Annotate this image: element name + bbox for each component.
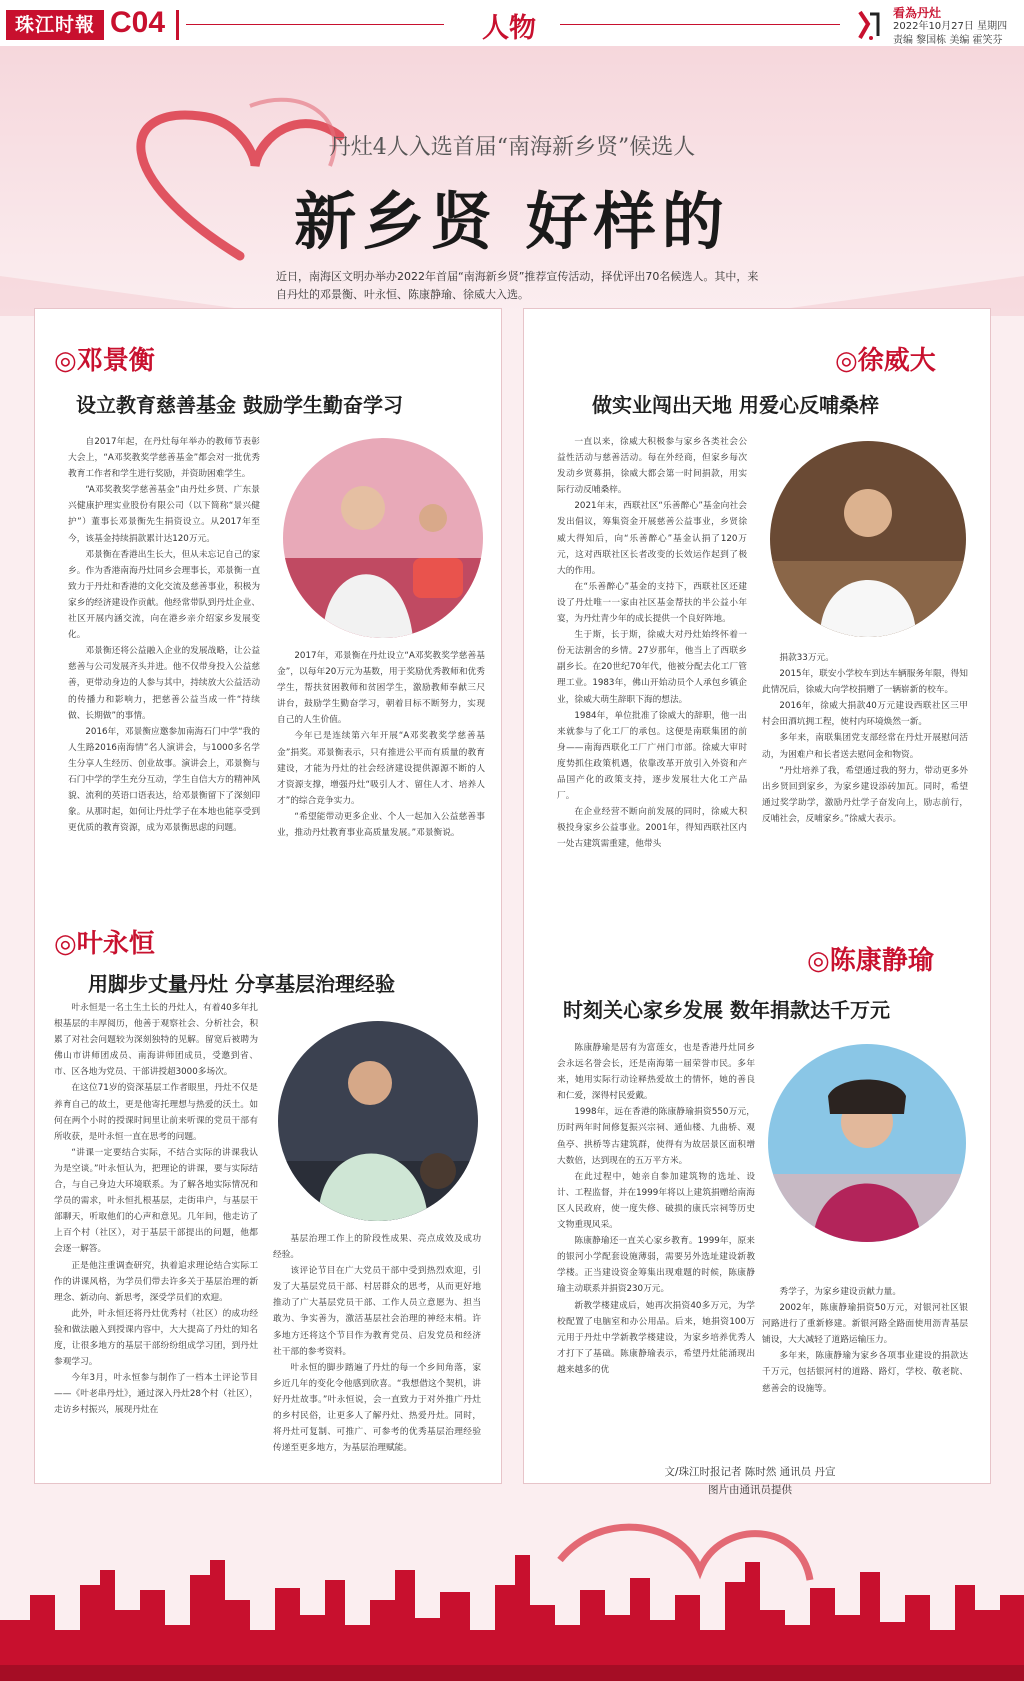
headline-xu: 做实业闯出天地 用爱心反哺桑梓 [592, 393, 879, 417]
article-col2-chen: 秀学子，为家乡建设贡献力量。 2002年，陈康静瑜捐资50万元，对银河社区银河路进行了重新修建。新银河路全路面使用沥青基层铺设，大大减轻了道路运输压力。 多年来，陈康静瑜为家乡各项事业建设的捐款达千万元，包括银河村的道路、路灯，学校、敬老院、慈善会的设施等。 [762, 1287, 968, 1394]
masthead [0, 0, 1024, 46]
byline-writer: 文/珠江时报记者 陈时然 通讯员 丹宣 [664, 1466, 836, 1478]
page-number: C04 [110, 6, 166, 39]
headline-deng: 设立教育慈善基金 鼓励学生勤奋学习 [76, 393, 403, 417]
article-col2-deng: 2017年，邓景衡在丹灶设立“A邓奖教奖学慈善基金”，以每年20万元为基数，用于奖励优秀教师和优秀学生，帮扶贫困教师和贫困学生，激励教师奉献三尺讲台，鼓励学生勤奋学习，朝着目标不断努力，实现自己的人生价值。 今年已是连续第六年开展“A邓奖教奖学慈善基金”捐奖。邓景衡表示，只有推进公平而有质量的教育建设，才能为丹灶的社会经济建设提供源源不断的人才资源支撑，增强丹灶“吸引人才、留住人才、培养人才”的综合竞争实力。 “希望能带动更多企业、个人一起加入公益慈善事业，推动丹灶教育事业高质量发展。”邓景衡说。 [277, 651, 485, 839]
portrait-xu [770, 441, 966, 637]
issue-date: 2022年10月27日 星期四 [893, 21, 1008, 32]
page-subtitle: 丹灶4人入选首届“南海新乡贤”候选人 [328, 135, 696, 160]
divider [186, 24, 444, 25]
editors-credit: 责编 黎国栋 美编 霍笑芬 [893, 35, 1003, 46]
headline-chen: 时刻关心家乡发展 数年捐款达千万元 [563, 998, 890, 1022]
byline [620, 1463, 880, 1499]
divider [560, 24, 840, 25]
divider [176, 10, 179, 40]
person-name-ye: ◎叶永恒 [54, 929, 155, 959]
article-col2-xu: 捐款33万元。 2015年，联安小学校车到达车辆服务年限，得知此情况后，徐威大向学校捐赠了一辆崭新的校车。 2016年，徐威大捐款40万元建设西联社区三甲村会田酒坑拥工程，使村内环境焕然一新。 多年来，南联集团党支部经常在丹灶开展慰问活动，为困难户和长者送去慰问金和物资。 “丹灶培养了我，希望通过我的努力，带动更多外出乡贤回到家乡，为家乡建设添砖加瓦。同时，希望通过奖学助学，激励丹灶学子奋发向上，励志前行，反哺社会，反哺家乡。”徐威大表示。 [762, 653, 968, 824]
article-col1-xu: 一直以来，徐威大积极参与家乡各类社会公益性活动与慈善活动。每在外经商，但家乡每次发动乡贤募捐，徐威大都会第一时间捐款，用实际行动反哺桑梓。 2021年末，西联社区“乐善醉心”基金向社会发出倡议，筹集资金开展慈善公益事业，乡贤徐威大得知后，向“乐善醉心”基金认捐了120万元，这对西联社区长者改变的长效运作起到了极大的作用。 在“乐善醉心”基金的支持下，西联社区还建设了丹灶唯一一家由社区基金帮扶的半公益小年宴，为丹灶青少年的成长提供一个良好阵地。 生于斯，长于斯，徐威大对丹灶始终怀着一份无法割舍的乡情。27岁那年，他当上了西联乡副乡长。在20世纪70年代，他被分配去化工厂管理工业。1983年，佛山开始动员个人承包乡镇企业，徐威大萌生辞职下海的想法。 1984年，单位批准了徐威大的辞职，他一出来就参与了化工厂的承包。这便是南联集团的前身——南海西联化工厂广州门市部。徐威大审时度势抓住政策机遇，依靠改革开放引入外资和产品国产化的政策支持，逐步发展壮大化工产品厂。 在企业经营不断向前发展的同时，徐威大积极投身家乡公益事业。2001年，得知西联社区内一处古建筑需重建，他带头 [557, 437, 747, 850]
portrait-chen [768, 1044, 966, 1242]
brand-name: 看為丹灶 [893, 6, 942, 20]
byline-photo: 图片由通讯员提供 [708, 1484, 792, 1496]
article-col1-chen: 陈康静瑜是居有为富莲女，也是香港丹灶同乡会永远名誉会长，还是南海第一届荣誉市民。多年来，她用实际行动诠释热爱故土的情怀，她的善良和仁爱，深得村民爱戴。 1998年，远在香港的陈康静瑜捐资550万元，历时两年时间修复振兴宗祠、通仙楼、九曲桥、观鱼亭、拱桥等古建筑群，使得有为故居景区面积增大数倍，达到现在的五万平方米。 在此过程中，她亲自参加建筑物的选址、设计、工程监督，并在1999年将以上建筑捐赠给南海区人民政府，使一度失修、破损的康氏宗祠等历史文物重现风采。 陈康静瑜还一直关心家乡教育。1999年，原来的银河小学配套设施薄弱，需要另外选址建设新教学楼。正当建设资金筹集出现难题的时候，陈康静瑜主动联系并捐资230万元。 新教学楼建成后，她再次捐资40多万元，为学校配置了电脑室和办公用品。后来，她捐资100万元用于丹灶中学新教学楼建设，为家乡培养优秀人才打下了基础。陈康静瑜表示，希望丹灶能涌现出越来越多的优 [557, 1043, 755, 1375]
portrait-ye [278, 1021, 478, 1221]
page-title: 新乡贤 好样的 [294, 185, 730, 258]
issue-meta [893, 6, 1007, 48]
newspaper-logo: 珠江时報 [6, 10, 104, 40]
article-col1-ye: 叶永恒是一名土生土长的丹灶人，有着40多年扎根基层的丰厚阅历，他善于观察社会、分析社会，积累了对社会问题较为深刻独特的见解。留宽后被聘为佛山市讲师团成员、南海讲师团成员，受邀到省、市、区各地为党员、干部讲授超3000多场次。 在这位71岁的资深基层工作者眼里，丹灶不仅是养育自己的故土，更是他寄托理想与热爱的沃土。如何在两个小时的授课时间里让前来听课的党员干部有所收获，是叶永恒一直在思考的问题。 “讲课一定要结合实际，不结合实际的讲课我认为是空谈。”叶永恒认为，把理论的讲课，要与实际结合，与自己身边大环境联系。为了解各地实际情况和学员的需求，叶永恒扎根基层，走街串户，与基层干部聊天，听取他们的心声和意见。几年间，他走访了上百个村（社区），对于基层干部提出的问题，他都会逐一解答。 正是他注重调查研究，执着追求理论结合实际工作的讲课风格，为学员们带去许多关于基层治理的新理念、新动向、新思考，深受学员们的欢迎。 此外，叶永恒还将丹灶优秀村（社区）的成功经验和做法融入到授课内容中，大大提高了丹灶的知名度，让很多地方的基层干部纷纷组成学习团，到丹灶参观学习。 今年3月，叶永恒参与制作了一档本土评论节目——《叶老串丹灶》，通过深入丹灶28个村（社区），走访乡村振兴，展现丹灶在 [54, 1003, 258, 1416]
person-name-deng: ◎邓景衡 [54, 346, 155, 376]
person-name-xu: ◎徐威大 [835, 346, 936, 376]
city-skyline-decoration [0, 1500, 1024, 1681]
brand-logo-icon [850, 6, 888, 44]
headline-ye: 用脚步丈量丹灶 分享基层治理经验 [88, 972, 395, 996]
portrait-deng [283, 438, 483, 638]
person-name-chen: ◎陈康静瑜 [807, 946, 934, 976]
intro-paragraph: 近日，南海区文明办举办2022年首届“南海新乡贤”推荐宣传活动，择优评出70名候选人。其中，来自丹灶的邓景衡、叶永恒、陈康静瑜、徐威大入选。 [276, 270, 759, 301]
article-col2-ye: 基层治理工作上的阶段性成果、亮点成效及成功经验。 该评论节目在广大党员干部中受到热烈欢迎，引发了大基层党员干部、村居群众的思考，从而更好地推动了广大基层党员干部、工作人员立意愿为、担当敢为、争实善为，激活基层社会治理的神经末梢。许多地方还将这个节目作为教育党员、启发党员和经济社干部的参考资料。 叶永恒的脚步踏遍了丹灶的每一个乡间角落，家乡近几年的变化令他感到欣喜。“我想借这个契机，讲好丹灶故事。”叶永恒说，会一直致力于对外推广丹灶的乡村民俗，让更多人了解丹灶、热爱丹灶。同时，将丹灶可复制、可推广、可参考的优秀基层治理经验传递至更多地方，为基层治理赋能。 [273, 1234, 481, 1454]
article-col1-deng: 自2017年起，在丹灶每年举办的教师节表彰大会上，“A邓奖教奖学慈善基金”都会对一批优秀教育工作者和学生进行奖励，并资助困难学生。 “A邓奖教奖学慈善基金”由丹灶乡贤、广东景兴健康护理实业股份有限公司（以下简称“景兴健护”）董事长邓景衡先生捐资设立。从2017年至今，该基金持续捐款累计达120万元。 邓景衡在香港出生长大，但从未忘记自己的家乡。作为香港南海丹灶同乡会理事长，邓景衡一直致力于丹灶和香港的文化交流及慈善事业，积极为家乡的经济建设作贡献。他经常带队到丹灶企业、社区开展内涵交流，向在港乡亲介绍家乡发展变化。 邓景衡还将公益融入企业的发展战略，让公益慈善与公司发展齐头并进。他不仅带身投入公益慈善，更带动身边的人参与其中，持续放大公益活动的传播力和影响力，把慈善公益当成一件“持续做、长期做”的事情。 2016年，邓景衡应邀参加南海石门中学“我的人生路2016南海情”名人演讲会，与1000多名学生分享人生经历、创业故事。演讲会上，邓景衡与石门中学的学生充分互动，学生自信大方的精神风貌、流利的英语口语表达，给邓景衡留下了深刻印象。从那时起，如何让丹灶学子在本地也能享受到更优质的教育资源，成为邓景衡思虑的问题。 [68, 437, 260, 834]
section-title: 人物 [482, 13, 536, 44]
